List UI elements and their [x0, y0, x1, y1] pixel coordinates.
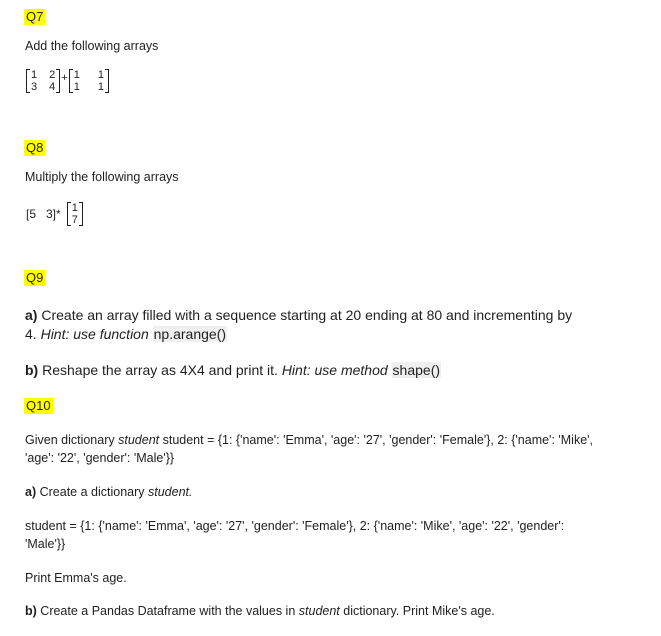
q8-vector-expression: [26, 202, 83, 226]
q9-label: Q9: [26, 270, 44, 285]
q10-part-a-italic: student.: [147, 485, 193, 499]
q10-part-b-text: Create a Pandas Dataframe with the values in: [36, 604, 299, 618]
q9-part-b-text: Reshape the array as 4X4 and print it.: [38, 362, 282, 378]
q10-given-line1: [25, 432, 593, 448]
matrix-a: [26, 69, 60, 93]
q10-part-b-italic: student: [298, 604, 340, 618]
q7-label: Q7: [26, 9, 44, 24]
q9-code-shape: shape(): [392, 362, 441, 378]
q10-code-line2: 'Male'}}: [25, 537, 66, 551]
column-vector: [67, 202, 83, 226]
row-vector: [5 3]*: [26, 207, 61, 221]
q9-part-b-hint: Hint: use method: [281, 362, 392, 378]
matrix-cell: 4: [49, 80, 56, 93]
q10-label: Q10: [26, 398, 51, 413]
part-b-marker: b): [25, 362, 39, 378]
part-a-marker: a): [25, 307, 38, 323]
matrix-cell: 3: [31, 80, 38, 93]
q10-print-instruction: Print Emma's age.: [25, 571, 127, 585]
q10-given-dict: student = {1: {'name': 'Emma', 'age': '27', 'gender': 'Female'}, 2: {'name': 'Mike',: [159, 433, 594, 447]
matrix-cell: 1: [97, 68, 104, 81]
matrix-cell: 2: [49, 68, 56, 81]
q9-part-b: [25, 361, 441, 380]
q9-part-a-text: Create an array filled with a sequence starting at 20 ending at 80 and incrementing by: [37, 307, 573, 323]
q10-given-text: Given dictionary: [25, 433, 119, 447]
q9-part-a-text2: 4.: [25, 326, 41, 342]
q8-label: Q8: [26, 140, 44, 155]
right-bracket: [56, 69, 60, 93]
q9-part-a-hint: Hint: use function: [40, 326, 153, 342]
q10-given-line2: 'age': '22', 'gender': 'Male'}}: [25, 451, 175, 465]
q9-part-a-line1: [25, 306, 572, 325]
vector-cell: 7: [71, 213, 78, 226]
matrix-cell: 1: [73, 68, 80, 81]
q9-part-a-line2: [25, 325, 227, 344]
q10-part-b: [25, 603, 495, 619]
plus-sign: +: [61, 72, 68, 84]
matrix-cell: 1: [31, 68, 38, 81]
matrix-cell: 1: [97, 80, 104, 93]
q10-part-a-text: Create a dictionary: [36, 485, 148, 499]
q10-part-a: [25, 484, 192, 500]
part-b-marker: b): [25, 604, 37, 618]
q10-part-b-rest: dictionary. Print Mike's age.: [339, 604, 495, 618]
q8-instruction: Multiply the following arrays: [25, 170, 179, 184]
q7-matrix-expression: [26, 69, 109, 93]
q9-code-np-arange: np.arange(): [153, 326, 227, 342]
q7-instruction: Add the following arrays: [25, 39, 159, 53]
q10-given-italic: student: [118, 433, 160, 447]
matrix-b: [69, 69, 109, 93]
vector-cell: 1: [71, 201, 78, 214]
part-a-marker: a): [25, 485, 37, 499]
right-bracket: [79, 202, 83, 226]
matrix-cell: 1: [73, 80, 80, 93]
q10-code-line1: student = {1: {'name': 'Emma', 'age': '27', 'gender': 'Female'}, 2: {'name': 'Mike', 'age': '22', 'gender':: [25, 519, 565, 533]
right-bracket: [105, 69, 109, 93]
